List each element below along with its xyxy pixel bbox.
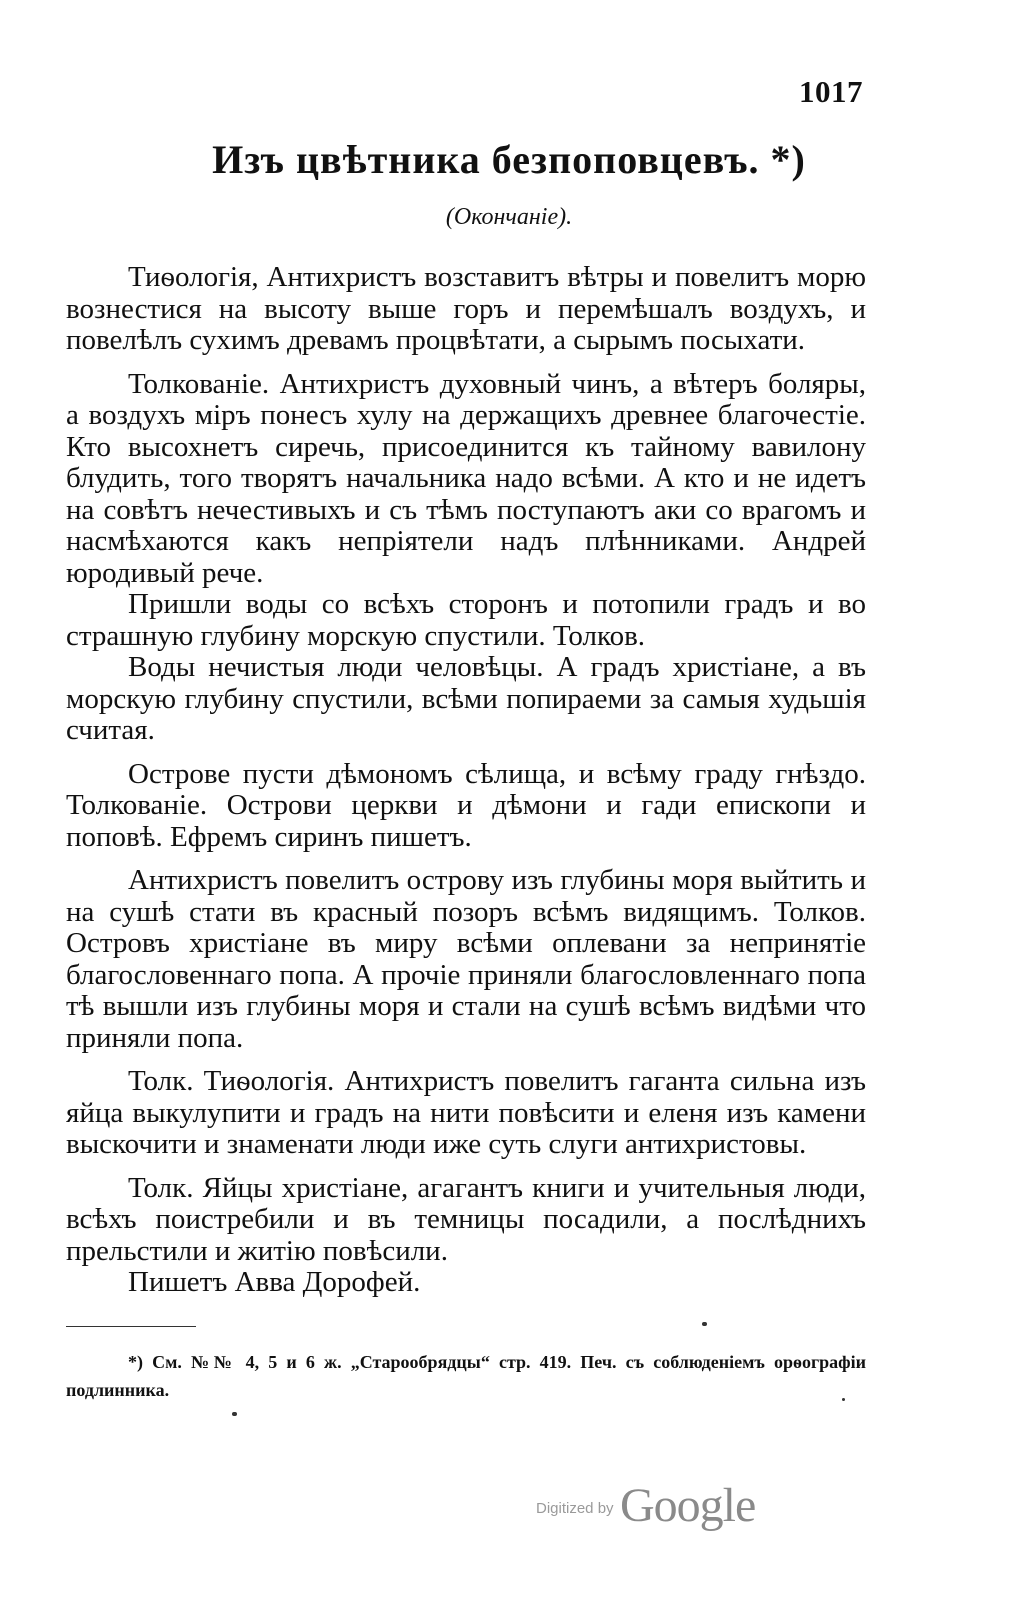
- paragraph: Толк. Яйцы христіане, агагантъ книги и учительныя люди, всѣхъ поистребили и въ темницы посадили, а послѣднихъ прельстили и житію повѣсили.: [66, 1171, 866, 1267]
- digitized-by-label: Digitized by: [536, 1500, 614, 1517]
- footnote: *) См. №№ 4, 5 и 6 ж. „Старообрядцы“ стр. 419. Печ. съ соблюденіемъ орѳографіи подлинника.: [66, 1352, 866, 1400]
- article-subtitle: (Окончаніе).: [445, 204, 573, 230]
- page-number: 1017: [799, 74, 863, 109]
- paragraph: Толкованіе. Антихристъ духовный чинъ, а вѣтеръ боляры, а воздухъ міръ понесъ хулу на держащихъ древнее благочестіе. Кто высохнетъ сиречь, присоединится къ тайному вавилону блудить, того творятъ начальника надо всѣми. А кто и не идетъ на совѣтъ нечестивыхъ и съ тѣмъ поступаютъ аки со врагомъ и насмѣхаются какъ непріятели надъ плѣнниками. Андрей юродивый рече.: [66, 367, 866, 589]
- paragraph: Пишетъ Авва Дорофей.: [128, 1266, 421, 1298]
- paragraph: Тиѳологія, Антихристъ возставитъ вѣтры и повелитъ морю вознестися на высоту выше горъ и перемѣшалъ воздухъ, и повелѣлъ сухимъ древамъ процвѣтати, а сырымъ посыхати.: [66, 261, 866, 356]
- google-logo: Google: [620, 1479, 756, 1532]
- ink-speck: [842, 1398, 845, 1401]
- article-body: [66, 262, 866, 1299]
- article-title: Изъ цвѣтника безпоповцевъ. *): [212, 137, 806, 182]
- ink-speck: [232, 1412, 237, 1416]
- paragraph: Пришли воды со всѣхъ сторонъ и потопили градъ и во страшную глубину морскую спустили. Толков.: [66, 588, 866, 652]
- footnote-separator: [66, 1326, 196, 1327]
- paragraph: Антихристъ повелитъ острову изъ глубины моря выйтить и на сушѣ стати въ красный позоръ всѣмъ видящимъ. Толков. Островъ христіане въ миру всѣми оплевани за непринятіе благословеннаго попа. А прочіе приняли благословленнаго попа тѣ вышли изъ глубины моря и стали на сушѣ всѣмъ видѣми что приняли попа.: [66, 864, 866, 1054]
- ink-speck: [702, 1322, 707, 1326]
- paragraph: Толк. Тиѳологія. Антихристъ повелитъ гаганта сильна изъ яйца выкулупити и градъ на нити повѣсити и еленя изъ камени выскочити и знаменати люди иже суть слуги антихристовы.: [66, 1065, 866, 1160]
- paragraph: Воды нечистыя люди человѣцы. А градъ христіане, а въ морскую глубину спустили, всѣми попираеми за самыя худьшія считая.: [66, 651, 866, 746]
- paragraph: Острове пусти дѣмономъ сѣлища, и всѣму граду гнѣздо. Толкованіе. Острови церкви и дѣмони и гади епископи и поповѣ. Ефремъ сиринъ пишетъ.: [66, 757, 866, 853]
